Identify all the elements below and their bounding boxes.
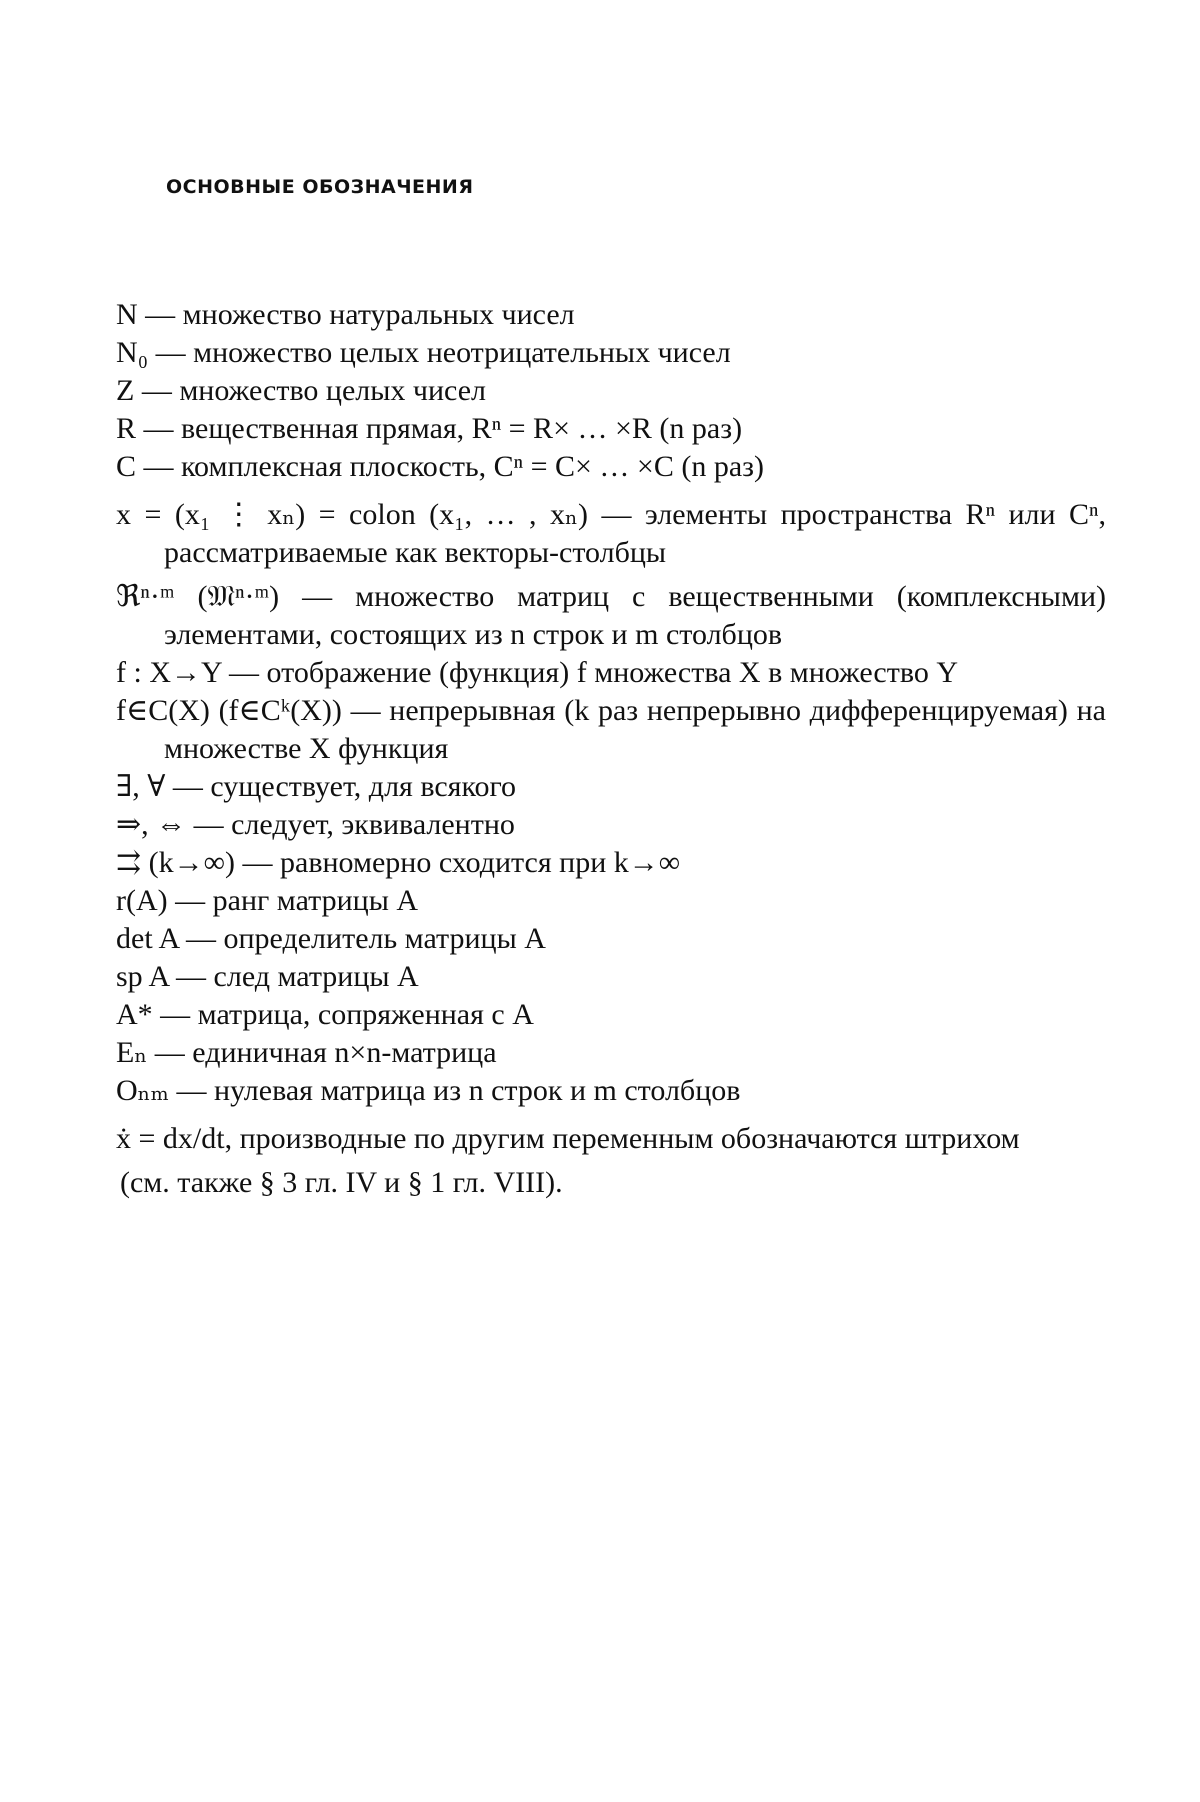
notation-trace: sp A — след матрицы A <box>116 960 419 993</box>
notation-complex-plane: C — комплексная плоскость, Cⁿ = C× … ×C (n раз) <box>116 450 765 483</box>
notation-uniform-convergence: ⇉ (k→∞) — равномерно сходится при k→∞ <box>116 846 681 879</box>
notation-implication: ⇒, ⇔ — следует, эквивалентно <box>116 808 515 841</box>
notation-determinant: det A — определитель матрицы A <box>116 922 546 955</box>
notation-continuous-function: f∈C(X) (f∈Cᵏ(X)) — непрерывная (k раз непрерывно дифференцируемая) на множестве X функция <box>116 694 1106 765</box>
notation-matrix-rank: r(A) — ранг матрицы A <box>116 884 419 917</box>
notation-natural-numbers: N — множество натуральных чисел <box>116 298 575 331</box>
notation-quantifiers: ∃, ∀ — существует, для всякого <box>116 770 517 803</box>
notation-list <box>116 296 1106 1202</box>
notation-adjoint-matrix: A* — матрица, сопряженная с A <box>116 998 534 1031</box>
notation-matrix-sets: ℜⁿ·ᵐ (𝔐ⁿ·ᵐ) — множество матриц с вещественными (комплексными) элементами, состоящих из n строк и m столбцов <box>116 580 1106 651</box>
notation-integers: Z — множество целых чисел <box>116 374 487 407</box>
notation-column-vector: x = (x₁ ⋮ xₙ) = colon (x₁, … , xₙ) — элементы пространства Rⁿ или Cⁿ, рассматриваемые как векторы-столбцы <box>116 498 1106 569</box>
notation-real-line: R — вещественная прямая, Rⁿ = R× … ×R (n раз) <box>116 412 743 445</box>
notation-nonnegative-integers: N₀ — множество целых неотрицательных чисел <box>116 336 731 369</box>
page-heading: ОСНОВНЫЕ ОБОЗНАЧЕНИЯ <box>166 176 474 198</box>
notation-zero-matrix: Oₙₘ — нулевая матрица из n строк и m столбцов <box>116 1074 741 1107</box>
notation-see-also: (см. также § 3 гл. IV и § 1 гл. VIII). <box>120 1166 563 1199</box>
notation-derivative: ẋ = dx/dt, производные по другим переменным обозначаются штрихом <box>116 1122 1020 1155</box>
notation-mapping: f : X→Y — отображение (функция) f множества X в множество Y <box>116 656 958 689</box>
notation-identity-matrix: Eₙ — единичная n×n-матрица <box>116 1036 497 1069</box>
